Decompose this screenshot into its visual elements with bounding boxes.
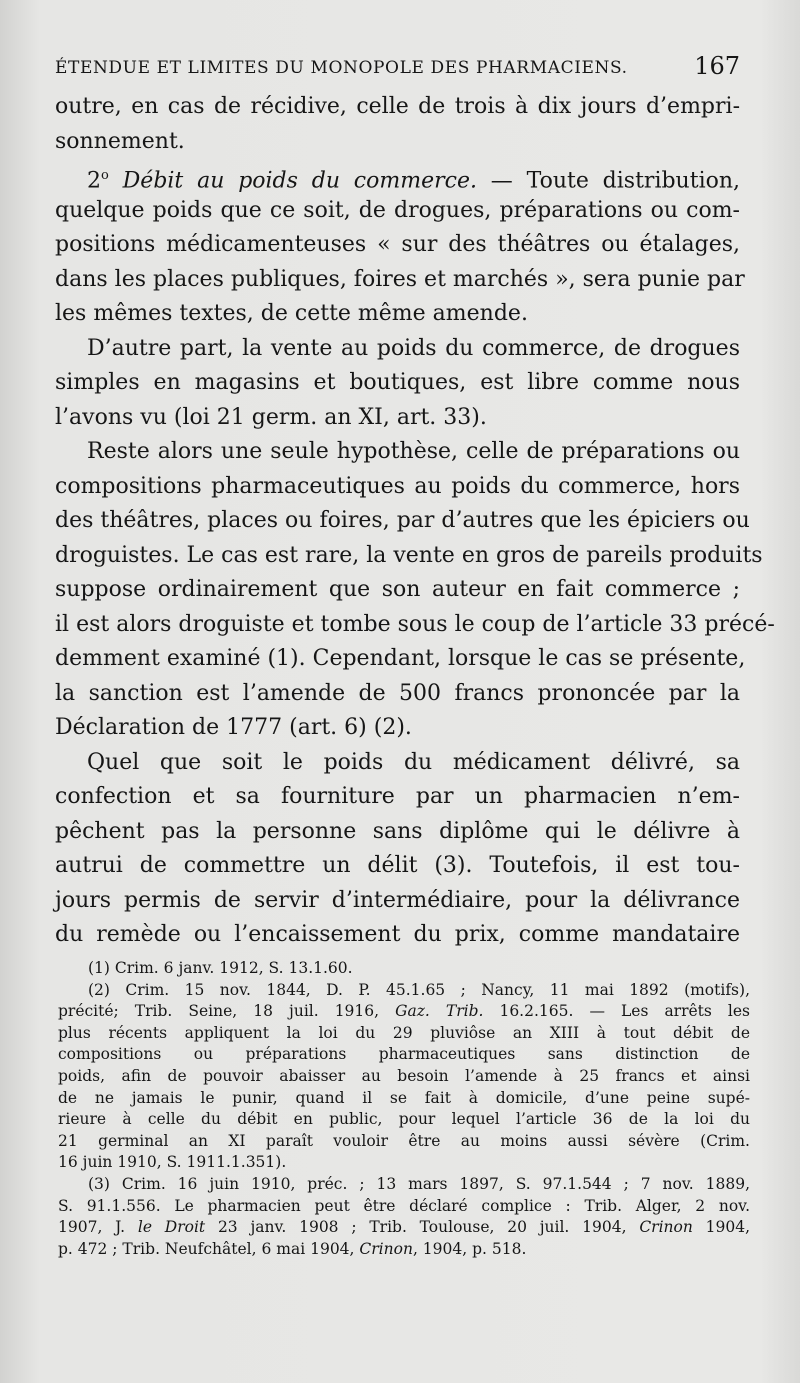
page-number: 167	[694, 52, 740, 80]
footnote-line: (2) Crim. 15 nov. 1844, D. P. 45.1.65 ; Nancy, 11 mai 1892 (motifs),	[88, 980, 750, 999]
footnote-line: rieure à celle du débit en public, pour lequel l’article 36 de la loi du	[58, 1110, 750, 1129]
body-line: confection et sa fourniture par un pharmacien n’em-	[55, 784, 740, 809]
body-line: droguistes. Le cas est rare, la vente en gros de pareils produits	[55, 542, 763, 568]
footnote-line: p. 472 ; Trib. Neufchâtel, 6 mai 1904, Crinon, 1904, p. 518.	[58, 1239, 527, 1258]
body-line: compositions pharmaceutiques au poids du commerce, hors	[55, 473, 740, 499]
body-line: 2$^o$ Débit au poids du commerce. — Toute distribution,	[87, 168, 741, 194]
footnotes	[58, 958, 750, 1260]
body-line: autrui de commettre un délit (3). Toutefois, il est tou-	[55, 853, 740, 878]
body-line: D’autre part, la vente au poids du commerce, de drogues	[87, 335, 740, 361]
body-line: suppose ordinairement que son auteur en fait commerce ;	[55, 577, 740, 602]
body-line: positions médicamenteuses « sur des théâtres ou étalages,	[55, 232, 740, 257]
footnote-line: (3) Crim. 16 juin 1910, préc. ; 13 mars 1897, S. 97.1.544 ; 7 nov. 1889,	[88, 1174, 750, 1193]
footnote-line: S. 91.1.556. Le pharmacien peut être déclaré complice : Trib. Alger, 2 nov.	[58, 1196, 750, 1215]
body-line: simples en magasins et boutiques, est libre comme nous	[55, 370, 740, 395]
footnote-line: 21 germinal an XI paraît vouloir être au moins aussi sévère (Crim.	[58, 1131, 750, 1150]
body-line: il est alors droguiste et tombe sous le coup de l’article 33 précé-	[55, 611, 775, 637]
footnote-line: de ne jamais le punir, quand il se fait à domicile, d’une peine supé-	[58, 1088, 750, 1107]
body-line: Reste alors une seule hypothèse, celle de préparations ou	[87, 439, 740, 464]
body-line: pêchent pas la personne sans diplôme qui le délivre à	[55, 818, 740, 844]
footnote-line: compositions ou préparations pharmaceutiques sans distinction de	[58, 1045, 750, 1064]
footnote-line: 1907, J. le Droit 23 janv. 1908 ; Trib. Toulouse, 20 juil. 1904, Crinon 1904,	[58, 1218, 750, 1237]
body-line: sonnement.	[55, 128, 185, 154]
body-line: dans les places publiques, foires et marchés », sera punie par	[55, 266, 745, 292]
footnote-line: précité; Trib. Seine, 18 juil. 1916, Gaz. Trib. 16.2.165. — Les arrêts les	[58, 1002, 750, 1021]
body-line: outre, en cas de récidive, celle de trois à dix jours d’empri-	[55, 94, 740, 119]
body-line: Quel que soit le poids du médicament délivré, sa	[87, 749, 740, 775]
body-line: les mêmes textes, de cette même amende.	[55, 301, 528, 326]
body-line: jours permis de servir d’intermédiaire, pour la délivrance	[55, 887, 740, 913]
running-header	[55, 52, 740, 86]
body-line: la sanction est l’amende de 500 francs prononcée par la	[55, 680, 740, 706]
body-line: des théâtres, places ou foires, par d’autres que les épiciers ou	[55, 508, 750, 533]
body-text	[55, 90, 775, 953]
running-title: ÉTENDUE ET LIMITES DU MONOPOLE DES PHARMACIENS.	[55, 58, 628, 78]
footnote-line: plus récents appliquent la loi du 29 pluviôse an XIII à tout débit de	[58, 1023, 750, 1042]
body-line: quelque poids que ce soit, de drogues, préparations ou com-	[55, 197, 740, 223]
body-line: l’avons vu (loi 21 germ. an XI, art. 33).	[55, 404, 487, 430]
body-line: demment examiné (1). Cependant, lorsque le cas se présente,	[55, 646, 746, 671]
footnote-line: 16 juin 1910, S. 1911.1.351).	[58, 1153, 287, 1172]
body-line: du remède ou l’encaissement du prix, comme mandataire	[55, 922, 740, 947]
footnote-line: (1) Crim. 6 janv. 1912, S. 13.1.60.	[88, 959, 353, 977]
body-line: Déclaration de 1777 (art. 6) (2).	[55, 715, 412, 740]
footnote-line: poids, afin de pouvoir abaisser au besoin l’amende à 25 francs et ainsi	[58, 1066, 750, 1085]
